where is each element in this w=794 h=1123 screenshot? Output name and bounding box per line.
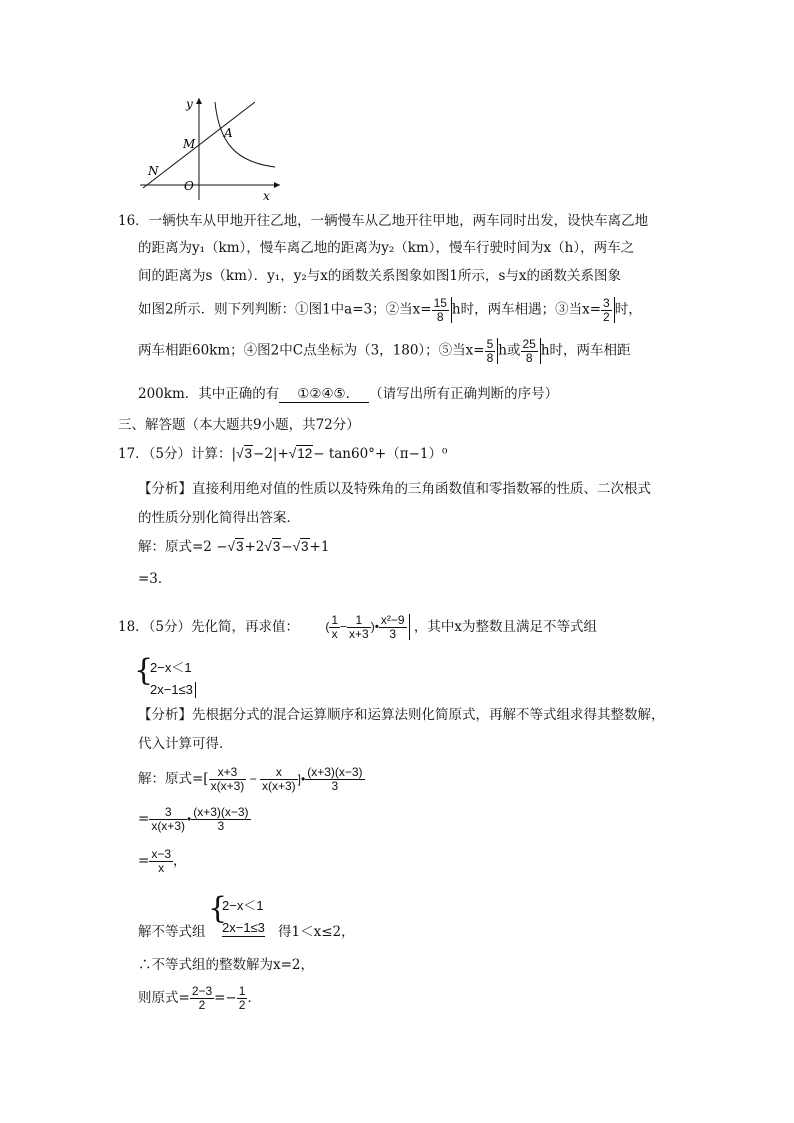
q18-solve-line2: 2x−1≤3: [222, 920, 265, 935]
q16-line4-c: 时，: [614, 301, 642, 318]
q18-system-brace: {: [134, 653, 154, 688]
sqrt-icon: √3: [227, 539, 244, 554]
q17-analysis-line1: 【分析】直接利用绝对值的性质以及特殊角的三角函数值和零指数幂的性质、二次根式: [138, 481, 651, 497]
q18-final-line: 则原式= $\frac{2-3}{2}$ =− $\frac{1}{2}$ ．: [138, 984, 261, 1012]
x-axis-arrow: [274, 182, 280, 188]
section-heading: 三、解答题（本大题共9小题，共72分）: [118, 417, 360, 433]
q17-solution-line2: =3．: [138, 571, 172, 587]
q16-line6: [138, 386, 558, 403]
q16-line2: 的距离为y₁（km），慢车离乙地的距离为y₂（km），慢车行驶时间为x（h），两车之: [138, 240, 635, 256]
graph-label-a: A: [224, 126, 233, 140]
q16-line4: [138, 297, 642, 323]
q16-line5-a: 两车相距60km；④图2中C点坐标为（3，180）；⑤当x=: [138, 342, 485, 359]
q18-solution-line1: 解：原式=[ $\frac{x+3}{x(x+3)}$ − $\frac{x}{x(x+3)}$ ]• $\frac{(x+3)(x-3)}{3}$: [138, 765, 363, 793]
q16-line6-a: 200km．其中正确的有: [138, 386, 280, 402]
q18-solve-result: 得1＜x≤2，: [278, 924, 355, 940]
graph-label-m: M: [183, 137, 196, 151]
q17-analysis-line2: 的性质分别化简得出答案．: [138, 510, 300, 526]
q16-line4-a: 如图2所示．则下列判断：①图1中a=3；②当x=: [138, 301, 432, 318]
q18-solve-brace: {: [208, 891, 228, 926]
q18-stem: 18．（5分）先化简，再求值： ( $\frac{1}{x}$ − $\frac{1}{x+3}$ )• $\frac{\text{x²−9}}{3}$ ，其中x为整数且满足不等式组: [118, 613, 598, 641]
q18-analysis-line1: 【分析】先根据分式的混合运算顺序和运算法则化简原式，再解不等式组求得其整数解，: [138, 707, 665, 723]
q16-fraction-15-8: $\frac{15}{8}$: [432, 297, 452, 323]
q16-fraction-25-8: $\frac{25}{8}$: [521, 338, 541, 364]
q18-integer-line: ∴不等式组的整数解为x=2，: [138, 957, 315, 973]
q16-fraction-5-8: $\frac{5}{8}$: [485, 338, 499, 364]
q16-line1: 16．一辆快车从甲地开往乙地，一辆慢车从乙地开往甲地，两车同时出发，设快车离乙地: [118, 213, 649, 229]
q18-solution-line2: = $\frac{3}{x(x+3)}$ • $\frac{(x+3)(x-3)}{3}$: [138, 805, 249, 833]
q18-solve-label: 解不等式组: [138, 924, 206, 940]
q16-line5: [138, 338, 631, 364]
q18-system-line1: 2−x＜1: [150, 660, 192, 675]
q16-line6-b: （请写出所有正确判断的序号）: [369, 386, 559, 402]
q16-answer: ①②④⑤．: [279, 386, 369, 403]
q16-line4-b: h时，两车相遇；③当x=: [451, 301, 602, 318]
q18-solve-line1: 2−x＜1: [222, 898, 264, 913]
function-graph: [135, 92, 285, 204]
q16-line3: 间的距离为s（km）．y₁，y₂与x的函数关系图象如图1所示，s与x的函数关系图象: [138, 268, 621, 284]
graph-label-y: y: [186, 97, 193, 111]
q16-fraction-3-2: $\frac{3}{2}$: [601, 297, 615, 323]
graph-label-n: N: [148, 164, 159, 178]
q16-line5-c: h时，两车相距: [540, 342, 631, 359]
sqrt-icon: √3: [292, 539, 309, 554]
q17-solution-line1: 解：原式=2 −√3+2√3−√3+1: [138, 539, 330, 555]
q18-system-line2: 2x−1≤3: [150, 682, 196, 698]
sqrt-icon: √3: [264, 539, 281, 554]
q16-line5-b: h或: [498, 342, 521, 359]
q17-stem: 17．（5分）计算：|√3−2|+√12− tan60°+（π−1）⁰: [118, 446, 448, 462]
y-axis-arrow: [196, 98, 202, 104]
q18-analysis-line2: 代入计算可得．: [138, 736, 233, 752]
graph-label-o: O: [184, 179, 194, 193]
graph-label-x: x: [263, 189, 270, 203]
sqrt-icon: √12: [288, 446, 313, 461]
sqrt-icon: √3: [236, 446, 253, 461]
q18-solution-line3: = $\frac{x-3}{x}$ ，: [138, 847, 187, 875]
